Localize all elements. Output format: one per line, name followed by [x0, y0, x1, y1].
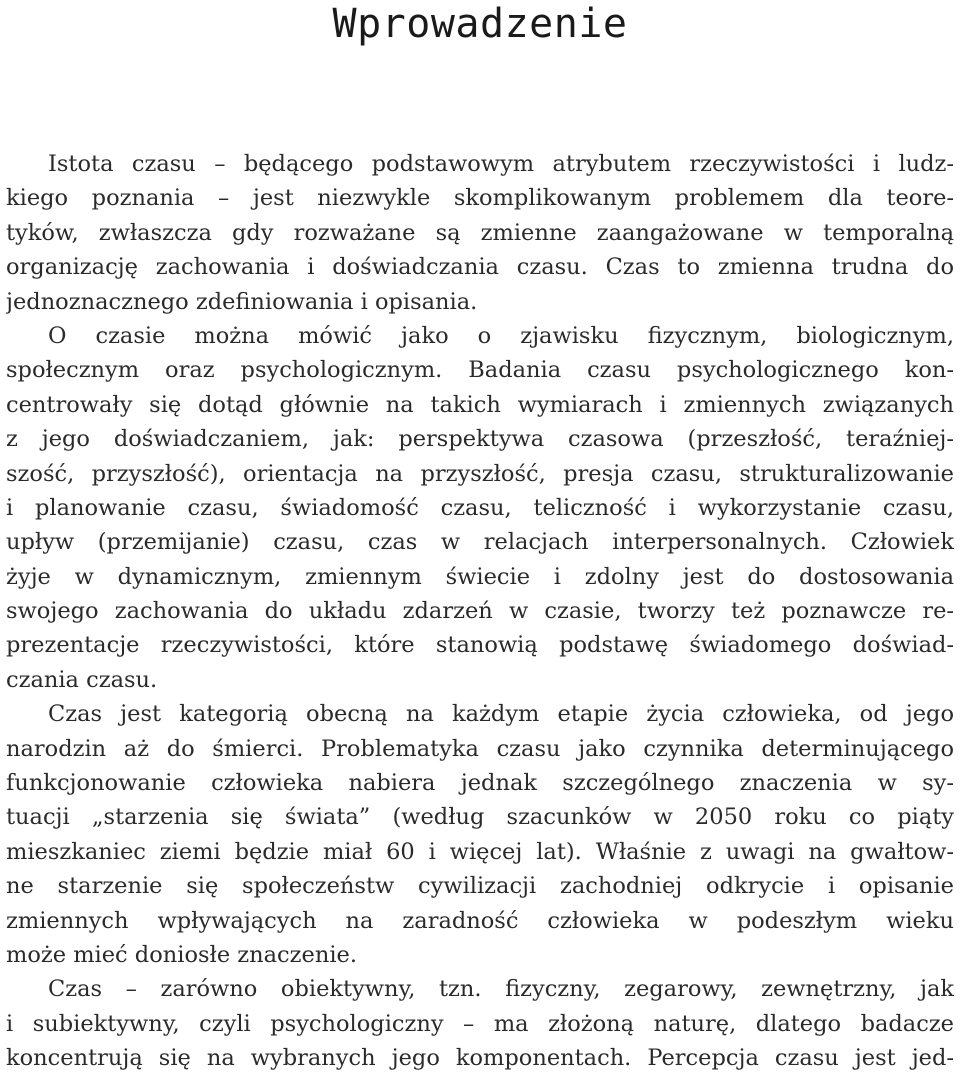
text-line: mieszkaniec ziemi będzie miał 60 i więcej lat). Właśnie z uwagi na gwałtow- [6, 838, 954, 865]
text-line: społecznym oraz psychologicznym. Badania czasu psychologicznego kon- [6, 357, 954, 384]
text-line: z jego doświadczaniem, jak: perspektywa czasowa (przeszłość, teraźniej- [6, 426, 954, 453]
text-line: i planowanie czasu, świadomość czasu, teliczność i wykorzystanie czasu, [6, 494, 954, 521]
text-line: funkcjonowanie człowieka nabiera jednak szczególnego znaczenia w sy- [6, 770, 954, 797]
text-line: prezentacje rzeczywistości, które stanowią podstawę świadomego doświad- [6, 632, 954, 659]
text-line: organizację zachowania i doświadczania czasu. Czas to zmienna trudna do [6, 254, 954, 281]
text-line: kiego poznania – jest niezwykle skomplikowanym problemem dla teore- [6, 185, 954, 212]
text-line: Istota czasu – będącego podstawowym atrybutem rzeczywistości i ludz- [48, 151, 954, 177]
text-line: i subiektywny, czyli psychologiczny – ma złożoną naturę, dlatego badacze [6, 1010, 954, 1037]
text-line: swojego zachowania do układu zdarzeń w czasie, tworzy też poznawcze re- [6, 598, 954, 625]
text-line: koncentrują się na wybranych jego komponentach. Percepcja czasu jest jed- [6, 1045, 954, 1072]
text-line: ne starzenie się społeczeństw cywilizacji zachodniej odkrycie i opisanie [6, 873, 954, 900]
text-line: szość, przyszłość), orientacja na przyszłość, presja czasu, strukturalizowanie [6, 460, 954, 487]
text-line: jednoznacznego zdefiniowania i opisania. [6, 288, 478, 315]
text-line: Czas jest kategorią obecną na każdym etapie życia człowieka, od jego [48, 701, 954, 728]
text-line: upływ (przemijanie) czasu, czas w relacjach interpersonalnych. Człowiek [6, 529, 954, 556]
text-line: narodzin aż do śmierci. Problematyka czasu jako czynnika determinującego [6, 735, 954, 762]
text-line: żyje w dynamicznym, zmiennym świecie i zdolny jest do dostosowania [6, 563, 954, 590]
text-line: tuacji „starzenia się świata” (według szacunków w 2050 roku co piąty [6, 804, 954, 831]
text-line: Czas – zarówno obiektywny, tzn. fizyczny, zegarowy, zewnętrzny, jak [48, 976, 954, 1003]
text-line: O czasie można mówić jako o zjawisku fizycznym, biologicznym, [48, 322, 954, 349]
text-line: może mieć doniosłe znaczenie. [6, 941, 357, 968]
page-title: Wprowadzenie [332, 1, 628, 47]
text-line: tyków, zwłaszcza gdy rozważane są zmienne zaangażowane w temporalną [6, 219, 954, 246]
text-line: centrowały się dotąd głównie na takich wymiarach i zmiennych związanych [6, 391, 954, 418]
body-text [6, 147, 954, 1076]
text-line: czania czasu. [6, 666, 158, 693]
text-line: zmiennych wpływających na zaradność człowieka w podeszłym wieku [6, 907, 954, 934]
